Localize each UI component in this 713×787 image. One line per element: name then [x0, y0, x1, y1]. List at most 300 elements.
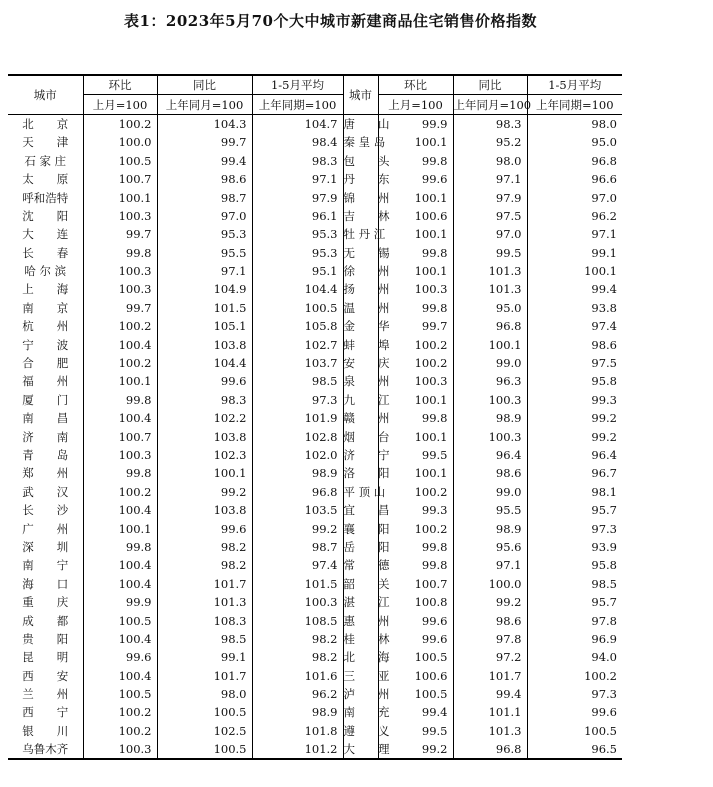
- right-city-cell: 泉 州: [343, 372, 378, 390]
- left-city-cell: 杭 州: [8, 317, 83, 335]
- table-row: [8, 722, 713, 740]
- right-mom-cell: 99.5: [378, 446, 453, 464]
- left-mom-cell: 100.4: [83, 409, 157, 427]
- right-mom-cell: 99.6: [378, 630, 453, 648]
- left-avg-cell: 98.2: [252, 648, 343, 666]
- left-mom-cell: 99.7: [83, 225, 157, 243]
- right-city-cell: 扬 州: [343, 280, 378, 298]
- table-row: [8, 611, 713, 629]
- left-yoy-cell: 104.9: [157, 280, 252, 298]
- left-avg-cell: 95.3: [252, 225, 343, 243]
- left-avg-cell: 101.8: [252, 722, 343, 740]
- right-avg-cell: 95.8: [591, 558, 617, 573]
- right-mom-cell: 100.2: [378, 483, 453, 501]
- left-avg-cell: 103.5: [252, 501, 343, 519]
- right-avg-cell: 93.9: [591, 539, 617, 554]
- right-mom-cell: 99.8: [378, 409, 453, 427]
- city-column-header: 城市: [8, 75, 83, 114]
- right-city-cell: 烟 台: [343, 427, 378, 445]
- right-avg-cell: 97.5: [591, 356, 617, 371]
- table-row: [8, 630, 713, 648]
- left-mom-cell: 100.1: [83, 519, 157, 537]
- left-avg-cell: 101.2: [252, 740, 343, 759]
- yoy-base-label: 上年同月=100: [157, 95, 252, 114]
- table-row: [8, 501, 713, 519]
- left-mom-cell: 100.5: [83, 685, 157, 703]
- left-mom-cell: 99.6: [83, 648, 157, 666]
- right-city-cell: 九 江: [343, 391, 378, 409]
- left-city-cell: 宁 波: [8, 335, 83, 353]
- right-yoy-cell: 96.8: [453, 740, 527, 759]
- right-mom-cell: 100.2: [378, 519, 453, 537]
- right-yoy-cell: 99.5: [453, 244, 527, 262]
- right-city-cell: 秦 皇 岛: [343, 133, 378, 151]
- right-yoy-cell: 96.8: [453, 317, 527, 335]
- right-city-cell: 徐 州: [343, 262, 378, 280]
- right-avg-cell: 95.8: [591, 374, 617, 389]
- left-avg-cell: 98.2: [252, 630, 343, 648]
- table-title: 表1：2023年5月70个大中城市新建商品住宅销售价格指数: [124, 12, 537, 30]
- left-avg-cell: 103.7: [252, 354, 343, 372]
- right-avg-cell: 96.7: [591, 466, 617, 481]
- left-yoy-cell: 101.7: [157, 575, 252, 593]
- left-avg-cell: 98.9: [252, 703, 343, 721]
- left-city-cell: 天 津: [8, 133, 83, 151]
- right-yoy-cell: 100.0: [453, 575, 527, 593]
- right-avg-cell: 97.4: [591, 319, 617, 334]
- left-city-cell: 广 州: [8, 519, 83, 537]
- right-avg-cell: 100.1: [584, 264, 617, 279]
- left-city-cell: 海 口: [8, 575, 83, 593]
- right-yoy-cell: 99.2: [453, 593, 527, 611]
- left-city-cell: 南 宁: [8, 556, 83, 574]
- left-yoy-cell: 104.3: [157, 114, 252, 133]
- table-row: [8, 575, 713, 593]
- right-city-cell: 韶 关: [343, 575, 378, 593]
- left-avg-cell: 95.1: [252, 262, 343, 280]
- right-yoy-cell: 95.2: [453, 133, 527, 151]
- right-avg-cell: 98.5: [591, 576, 617, 591]
- left-mom-cell: 100.4: [83, 667, 157, 685]
- left-city-cell: 昆 明: [8, 648, 83, 666]
- right-avg-cell: 95.0: [591, 135, 617, 150]
- right-mom-cell: 100.2: [378, 354, 453, 372]
- left-city-cell: 银 川: [8, 722, 83, 740]
- left-yoy-cell: 98.7: [157, 188, 252, 206]
- right-mom-cell: 100.5: [378, 648, 453, 666]
- table-row: [8, 648, 713, 666]
- left-mom-cell: 100.2: [83, 703, 157, 721]
- left-city-cell: 贵 阳: [8, 630, 83, 648]
- left-avg-cell: 108.5: [252, 611, 343, 629]
- left-mom-cell: 100.3: [83, 207, 157, 225]
- left-avg-cell: 98.4: [252, 133, 343, 151]
- left-avg-cell: 98.9: [252, 464, 343, 482]
- left-city-cell: 武 汉: [8, 483, 83, 501]
- right-yoy-cell: 96.4: [453, 446, 527, 464]
- left-mom-cell: 100.0: [83, 133, 157, 151]
- left-city-cell: 福 州: [8, 372, 83, 390]
- left-avg-cell: 101.5: [252, 575, 343, 593]
- left-mom-cell: 100.3: [83, 446, 157, 464]
- left-city-cell: 长 春: [8, 244, 83, 262]
- right-mom-cell: 99.9: [378, 114, 453, 133]
- right-mom-cell: 100.6: [378, 207, 453, 225]
- left-mom-cell: 99.7: [83, 299, 157, 317]
- city-column-header: 城市: [343, 75, 378, 114]
- left-avg-cell: 98.7: [252, 538, 343, 556]
- right-yoy-cell: 101.3: [453, 722, 527, 740]
- left-avg-cell: 97.9: [252, 188, 343, 206]
- left-mom-cell: 100.2: [83, 722, 157, 740]
- mom-base-label: 上月=100: [83, 95, 157, 114]
- table-row: [8, 317, 713, 335]
- mom-column-header: 环比: [83, 75, 157, 95]
- left-city-cell: 重 庆: [8, 593, 83, 611]
- left-city-cell: 北 京: [8, 114, 83, 133]
- left-yoy-cell: 104.4: [157, 354, 252, 372]
- left-yoy-cell: 97.0: [157, 207, 252, 225]
- right-city-cell: 牡 丹 江: [343, 225, 378, 243]
- right-mom-cell: 100.1: [378, 225, 453, 243]
- avg-column-header: 1-5月平均: [527, 75, 622, 95]
- table-row: [8, 354, 713, 372]
- right-city-cell: 济 宁: [343, 446, 378, 464]
- table-body: [8, 114, 713, 759]
- right-city-cell: 襄 阳: [343, 519, 378, 537]
- right-yoy-cell: 97.0: [453, 225, 527, 243]
- left-city-cell: 成 都: [8, 611, 83, 629]
- left-yoy-cell: 98.2: [157, 538, 252, 556]
- right-city-cell: 平 顶 山: [343, 483, 378, 501]
- right-mom-cell: 100.1: [378, 427, 453, 445]
- left-mom-cell: 100.4: [83, 335, 157, 353]
- right-yoy-cell: 101.1: [453, 703, 527, 721]
- right-city-cell: 常 德: [343, 556, 378, 574]
- right-yoy-cell: 95.5: [453, 501, 527, 519]
- left-avg-cell: 104.7: [252, 114, 343, 133]
- right-yoy-cell: 101.3: [453, 280, 527, 298]
- mom-base-label: 上月=100: [378, 95, 453, 114]
- table-row: [8, 133, 713, 151]
- left-yoy-cell: 103.8: [157, 427, 252, 445]
- left-mom-cell: 100.3: [83, 280, 157, 298]
- right-avg-cell: 97.0: [591, 190, 617, 205]
- right-yoy-cell: 98.9: [453, 519, 527, 537]
- price-index-table: [8, 74, 713, 760]
- left-yoy-cell: 103.8: [157, 335, 252, 353]
- right-yoy-cell: 99.4: [453, 685, 527, 703]
- left-city-cell: 呼和浩特: [8, 188, 83, 206]
- left-mom-cell: 100.3: [83, 262, 157, 280]
- table-row: [8, 703, 713, 721]
- right-avg-cell: 96.8: [591, 153, 617, 168]
- right-avg-cell: 97.8: [591, 613, 617, 628]
- yoy-column-header: 同比: [157, 75, 252, 95]
- right-avg-cell: 97.1: [591, 227, 617, 242]
- right-city-cell: 三 亚: [343, 667, 378, 685]
- left-mom-cell: 100.5: [83, 152, 157, 170]
- right-yoy-cell: 100.3: [453, 391, 527, 409]
- right-mom-cell: 100.2: [378, 335, 453, 353]
- right-avg-cell: 98.0: [591, 116, 617, 131]
- left-yoy-cell: 102.2: [157, 409, 252, 427]
- right-avg-cell: 100.2: [584, 668, 617, 683]
- left-mom-cell: 100.4: [83, 630, 157, 648]
- left-avg-cell: 100.3: [252, 593, 343, 611]
- left-city-cell: 大 连: [8, 225, 83, 243]
- left-yoy-cell: 98.5: [157, 630, 252, 648]
- right-mom-cell: 99.8: [378, 152, 453, 170]
- left-city-cell: 沈 阳: [8, 207, 83, 225]
- right-city-cell: 吉 林: [343, 207, 378, 225]
- left-avg-cell: 95.3: [252, 244, 343, 262]
- left-mom-cell: 100.4: [83, 575, 157, 593]
- left-avg-cell: 99.2: [252, 519, 343, 537]
- left-city-cell: 长 沙: [8, 501, 83, 519]
- left-mom-cell: 100.2: [83, 317, 157, 335]
- right-avg-cell: 95.7: [591, 595, 617, 610]
- left-city-cell: 南 京: [8, 299, 83, 317]
- right-avg-cell: 99.3: [591, 392, 617, 407]
- right-city-cell: 桂 林: [343, 630, 378, 648]
- left-mom-cell: 99.8: [83, 391, 157, 409]
- right-city-cell: 赣 州: [343, 409, 378, 427]
- right-avg-cell: 96.4: [591, 448, 617, 462]
- table-row: [8, 188, 713, 206]
- right-mom-cell: 99.3: [378, 501, 453, 519]
- table-row: [8, 556, 713, 574]
- table-row: [8, 740, 713, 759]
- right-yoy-cell: 95.0: [453, 299, 527, 317]
- right-city-cell: 锦 州: [343, 188, 378, 206]
- left-avg-cell: 100.5: [252, 299, 343, 317]
- left-avg-cell: 98.3: [252, 152, 343, 170]
- left-yoy-cell: 101.3: [157, 593, 252, 611]
- right-city-cell: 湛 江: [343, 593, 378, 611]
- left-city-cell: 西 安: [8, 667, 83, 685]
- left-avg-cell: 96.1: [252, 207, 343, 225]
- right-mom-cell: 99.7: [378, 317, 453, 335]
- left-city-cell: 乌鲁木齐: [8, 740, 83, 759]
- left-yoy-cell: 98.0: [157, 685, 252, 703]
- left-avg-cell: 105.8: [252, 317, 343, 335]
- right-yoy-cell: 98.6: [453, 464, 527, 482]
- left-yoy-cell: 108.3: [157, 611, 252, 629]
- table-row: [8, 280, 713, 298]
- left-city-cell: 兰 州: [8, 685, 83, 703]
- table-row: [8, 667, 713, 685]
- left-city-cell: 石 家 庄: [8, 152, 83, 170]
- left-yoy-cell: 99.4: [157, 152, 252, 170]
- left-mom-cell: 100.2: [83, 483, 157, 501]
- left-city-cell: 哈 尔 滨: [8, 262, 83, 280]
- right-avg-cell: 94.0: [591, 650, 617, 665]
- right-city-cell: 北 海: [343, 648, 378, 666]
- table-row: [8, 427, 713, 445]
- left-avg-cell: 97.4: [252, 556, 343, 574]
- right-mom-cell: 99.5: [378, 722, 453, 740]
- left-mom-cell: 100.4: [83, 556, 157, 574]
- left-avg-cell: 97.1: [252, 170, 343, 188]
- right-yoy-cell: 97.8: [453, 630, 527, 648]
- left-yoy-cell: 100.1: [157, 464, 252, 482]
- left-yoy-cell: 105.1: [157, 317, 252, 335]
- table-row: [8, 391, 713, 409]
- left-yoy-cell: 99.6: [157, 372, 252, 390]
- right-avg-cell: 98.6: [591, 337, 617, 352]
- right-city-cell: 宜 昌: [343, 501, 378, 519]
- right-yoy-cell: 97.9: [453, 188, 527, 206]
- table-row: [8, 593, 713, 611]
- right-avg-cell: 99.4: [591, 282, 617, 297]
- yoy-base-label: 上年同月=100: [453, 95, 527, 114]
- left-yoy-cell: 101.7: [157, 667, 252, 685]
- right-yoy-cell: 99.0: [453, 354, 527, 372]
- left-avg-cell: 101.6: [252, 667, 343, 685]
- avg-base-label: 上年同期=100: [527, 95, 622, 114]
- right-city-cell: 泸 州: [343, 685, 378, 703]
- left-city-cell: 济 南: [8, 427, 83, 445]
- right-avg-cell: 99.2: [591, 429, 617, 444]
- right-mom-cell: 100.1: [378, 262, 453, 280]
- table-row: [8, 483, 713, 501]
- table-row: [8, 685, 713, 703]
- left-yoy-cell: 102.5: [157, 722, 252, 740]
- right-avg-cell: 98.1: [591, 484, 617, 499]
- right-yoy-cell: 97.5: [453, 207, 527, 225]
- mom-column-header: 环比: [378, 75, 453, 95]
- table-row: [8, 335, 713, 353]
- right-avg-cell: 96.2: [591, 208, 617, 223]
- right-mom-cell: 100.1: [378, 133, 453, 151]
- right-mom-cell: 100.6: [378, 667, 453, 685]
- avg-column-header: 1-5月平均: [252, 75, 343, 95]
- table-row: [8, 538, 713, 556]
- table-row: [8, 244, 713, 262]
- table-row: [8, 152, 713, 170]
- right-avg-cell: 97.3: [591, 521, 617, 536]
- right-mom-cell: 100.8: [378, 593, 453, 611]
- right-yoy-cell: 97.1: [453, 556, 527, 574]
- left-city-cell: 南 昌: [8, 409, 83, 427]
- right-city-cell: 唐 山: [343, 114, 378, 133]
- table-row: [8, 207, 713, 225]
- left-avg-cell: 102.8: [252, 427, 343, 445]
- left-mom-cell: 99.9: [83, 593, 157, 611]
- right-city-cell: 丹 东: [343, 170, 378, 188]
- right-mom-cell: 99.8: [378, 244, 453, 262]
- right-city-cell: 遵 义: [343, 722, 378, 740]
- right-mom-cell: 99.8: [378, 556, 453, 574]
- right-yoy-cell: 98.6: [453, 611, 527, 629]
- left-yoy-cell: 99.6: [157, 519, 252, 537]
- left-mom-cell: 99.8: [83, 538, 157, 556]
- right-city-cell: 岳 阳: [343, 538, 378, 556]
- left-yoy-cell: 101.5: [157, 299, 252, 317]
- left-city-cell: 厦 门: [8, 391, 83, 409]
- left-city-cell: 太 原: [8, 170, 83, 188]
- right-avg-cell: 97.3: [591, 687, 617, 702]
- left-mom-cell: 100.2: [83, 354, 157, 372]
- left-avg-cell: 96.2: [252, 685, 343, 703]
- left-city-cell: 西 宁: [8, 703, 83, 721]
- left-city-cell: 合 肥: [8, 354, 83, 372]
- left-city-cell: 青 岛: [8, 446, 83, 464]
- left-mom-cell: 100.1: [83, 372, 157, 390]
- right-mom-cell: 99.2: [378, 740, 453, 759]
- right-mom-cell: 99.8: [378, 538, 453, 556]
- right-yoy-cell: 101.7: [453, 667, 527, 685]
- right-mom-cell: 100.3: [378, 372, 453, 390]
- header-row-1: [8, 75, 713, 95]
- right-yoy-cell: 98.0: [453, 152, 527, 170]
- left-avg-cell: 104.4: [252, 280, 343, 298]
- left-yoy-cell: 98.3: [157, 391, 252, 409]
- right-yoy-cell: 95.6: [453, 538, 527, 556]
- left-yoy-cell: 98.6: [157, 170, 252, 188]
- right-mom-cell: 100.5: [378, 685, 453, 703]
- left-city-cell: 上 海: [8, 280, 83, 298]
- left-yoy-cell: 102.3: [157, 446, 252, 464]
- left-avg-cell: 102.7: [252, 335, 343, 353]
- right-yoy-cell: 98.9: [453, 409, 527, 427]
- right-city-cell: 蚌 埠: [343, 335, 378, 353]
- table-row: [8, 372, 713, 390]
- left-mom-cell: 100.7: [83, 170, 157, 188]
- left-yoy-cell: 97.1: [157, 262, 252, 280]
- right-city-cell: 南 充: [343, 703, 378, 721]
- table-row: [8, 446, 713, 464]
- right-yoy-cell: 98.3: [453, 114, 527, 133]
- right-avg-cell: 96.5: [527, 740, 622, 759]
- left-mom-cell: 100.5: [83, 611, 157, 629]
- right-yoy-cell: 97.2: [453, 648, 527, 666]
- left-yoy-cell: 95.5: [157, 244, 252, 262]
- right-mom-cell: 99.4: [378, 703, 453, 721]
- left-yoy-cell: 99.2: [157, 483, 252, 501]
- right-mom-cell: 100.1: [378, 188, 453, 206]
- left-yoy-cell: 100.5: [157, 740, 252, 759]
- right-city-cell: 惠 州: [343, 611, 378, 629]
- left-avg-cell: 98.5: [252, 372, 343, 390]
- table-row: [8, 299, 713, 317]
- right-yoy-cell: 101.3: [453, 262, 527, 280]
- left-mom-cell: 99.8: [83, 464, 157, 482]
- table-row: [8, 409, 713, 427]
- table-row: [8, 262, 713, 280]
- right-mom-cell: 100.1: [378, 391, 453, 409]
- right-yoy-cell: 96.3: [453, 372, 527, 390]
- left-mom-cell: 99.8: [83, 244, 157, 262]
- right-yoy-cell: 100.1: [453, 335, 527, 353]
- right-yoy-cell: 99.0: [453, 483, 527, 501]
- left-avg-cell: 102.0: [252, 446, 343, 464]
- right-avg-cell: 96.6: [591, 172, 617, 187]
- left-avg-cell: 96.8: [252, 483, 343, 501]
- left-city-cell: 深 圳: [8, 538, 83, 556]
- right-avg-cell: 99.2: [591, 411, 617, 426]
- left-mom-cell: 100.7: [83, 427, 157, 445]
- left-yoy-cell: 98.2: [157, 556, 252, 574]
- left-avg-cell: 101.9: [252, 409, 343, 427]
- left-yoy-cell: 103.8: [157, 501, 252, 519]
- right-city-cell: 大 理: [343, 740, 378, 759]
- right-mom-cell: 99.6: [378, 170, 453, 188]
- left-yoy-cell: 100.5: [157, 703, 252, 721]
- avg-base-label: 上年同期=100: [252, 95, 343, 114]
- right-avg-cell: 100.5: [584, 723, 617, 738]
